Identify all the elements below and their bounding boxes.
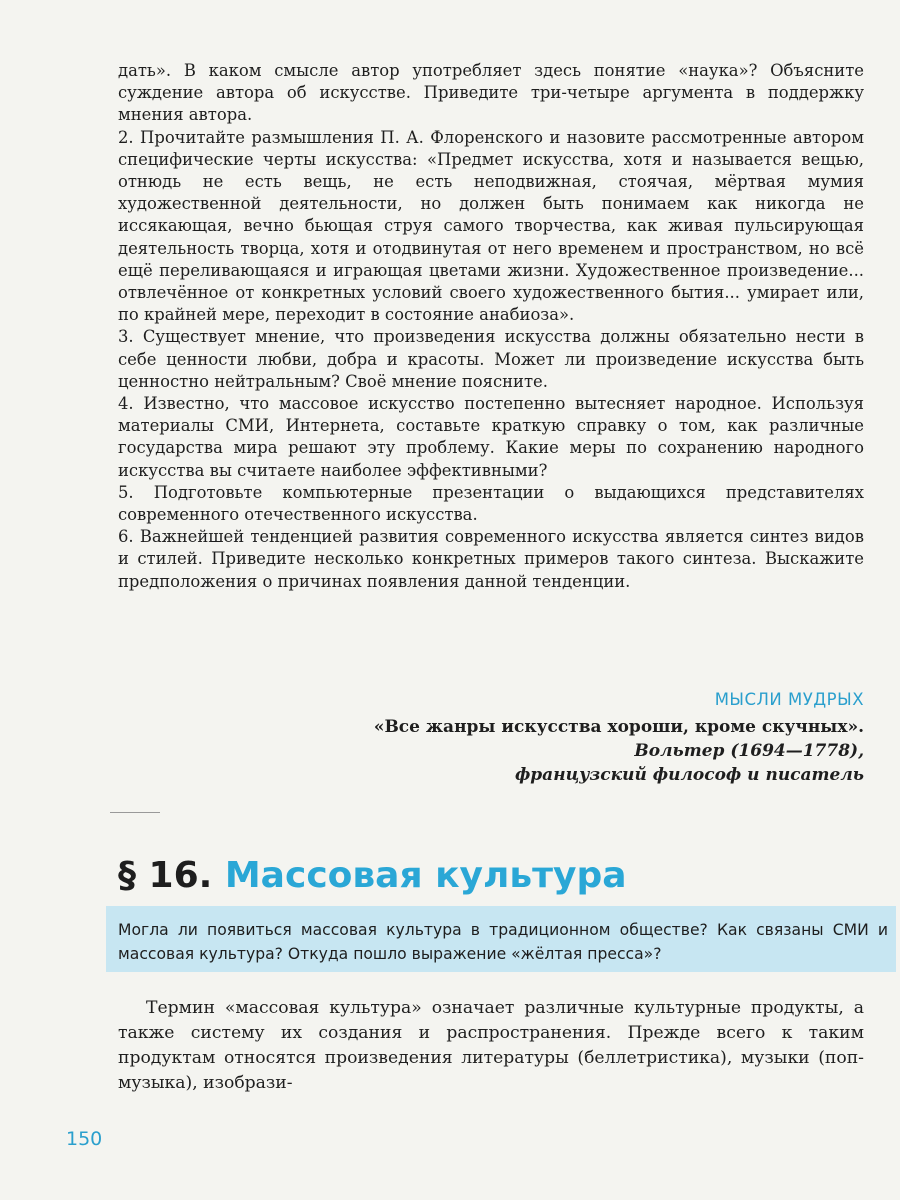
wisdom-block bbox=[374, 690, 864, 787]
wisdom-author: Вольтер (1694—1778), bbox=[634, 741, 864, 761]
task-item: 3. Существует мнение, что произведения искусства должны обязательно нести в себе ценности любви, добра и красоты. Может ли произведение искусства быть ценностно нейтральным? Своё мнение поясните. bbox=[118, 327, 864, 391]
wisdom-quote: «Все жанры искусства хороши, кроме скучных». bbox=[373, 717, 864, 737]
section-name: Массовая культура bbox=[224, 855, 627, 896]
divider bbox=[110, 812, 160, 813]
section-title bbox=[118, 852, 627, 900]
section-number: § 16. bbox=[118, 855, 213, 896]
task-item: 6. Важнейшей тенденцией развития современного искусства является синтез видов и стилей. Приведите несколько конкретных примеров такого синтеза. Выскажите предположения о причинах появления данной тенденции. bbox=[118, 527, 864, 591]
task-item: 4. Известно, что массовое искусство постепенно вытесняет народное. Используя материалы СМИ, Интернета, составьте краткую справку о том, как различные государства мира решают эту проблему. Какие меры по сохранению народного искусства вы считаете наиболее эффективными? bbox=[118, 394, 864, 480]
section-questions: Могла ли появиться массовая культура в традиционном обществе? Как связаны СМИ и массовая культура? Откуда пошло выражение «жёлтая пресса»? bbox=[118, 921, 888, 963]
task-item: 5. Подготовьте компьютерные презентации о выдающихся представителях современного отечественного искусства. bbox=[118, 482, 864, 525]
task-item: дать». В каком смысле автор употребляет здесь понятие «наука»? Объясните суждение автора об искусстве. Приведите три-четыре аргумента в поддержку мнения автора. bbox=[118, 61, 864, 125]
page-number: 150 bbox=[66, 1128, 103, 1150]
tasks-list bbox=[118, 60, 864, 593]
section-body-paragraph: Термин «массовая культура» означает различные культурные продукты, а также систему их создания и распространения. Прежде всего к таким продуктам относятся произведения литературы (беллетристика), музыки (поп-музыка), изобрази- bbox=[118, 998, 864, 1093]
wisdom-author-description: французский философ и писатель bbox=[514, 765, 864, 785]
task-item: 2. Прочитайте размышления П. А. Флоренского и назовите рассмотренные автором специфические черты искусства: «Предмет искусства, хотя и называется вещью, отнюдь не есть вещь, не есть неподвижная, стоячая, мёртвая мумия художественной деятельности, но должен быть понимаем как никогда не иссякающая, вечно бьющая струя самого творчества, как живая пульсирующая деятельность творца, хотя и отодвинутая от него временем и пространством, но всё ещё переливающаяся и играющая цветами жизни. Художественное произведение... отвлечённое от конкретных условий своего художественного бытия... умирает или, по крайней мере, переходит в состояние анабиоза». bbox=[118, 127, 864, 325]
wisdom-heading: МЫСЛИ МУДРЫХ bbox=[714, 690, 864, 709]
